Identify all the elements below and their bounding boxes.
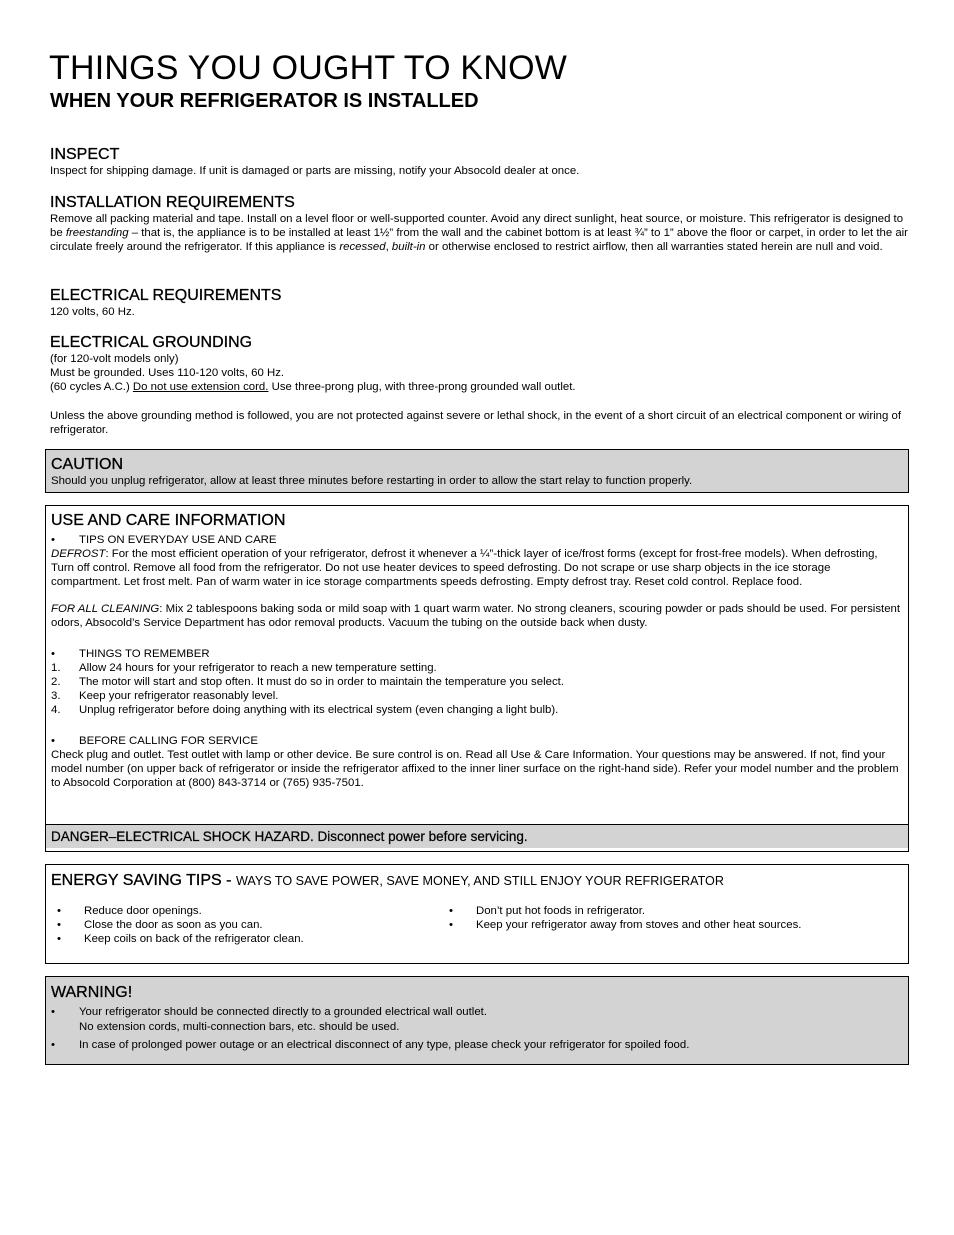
- inspect-text: Inspect for shipping damage. If unit is damaged or parts are missing, notify your Absocold dealer at once.: [50, 165, 580, 177]
- tips-heading: • TIPS ON EVERYDAY USE AND CARE: [51, 534, 277, 546]
- caution-heading: CAUTION: [51, 456, 123, 473]
- service-heading: • BEFORE CALLING FOR SERVICE: [51, 735, 258, 748]
- cleaning-text: FOR ALL CLEANING: Mix 2 tablespoons baking soda or mild soap with 1 quart warm water. No strong cleaners, scouring powder or pads should be used. For persistent odors, Absocold’s Service Department has odor removal products. Vacuum the tubing on the outside back when dusty.: [51, 602, 901, 629]
- installation-section: [50, 194, 908, 255]
- list-item: 4. Unplug refrigerator before doing anything with its electrical system (even changing a light bulb).: [51, 704, 559, 717]
- grounding-heading: ELECTRICAL GROUNDING: [50, 334, 253, 351]
- installation-heading: INSTALLATION REQUIREMENTS: [50, 194, 295, 211]
- electrical-section: [50, 287, 910, 319]
- grounding-line2: Must be grounded. Uses 110-120 volts, 60 Hz.: [50, 367, 285, 380]
- energy-subheading: WAYS TO SAVE POWER, SAVE MONEY, AND STILL ENJOY YOUR REFRIGERATOR: [235, 874, 724, 888]
- remember-list: [51, 661, 903, 717]
- service-text: Check plug and outlet. Test outlet with lamp or other device. Be sure control is on. Read all Use & Care Information. Your questions may be answered. If not, find your model number (on upper back of refrigerator or inside the refrigerator affixed to the inner liner surface on the right-hand side). Refer your model number and the problem to Absocold Corporation at (800) 843-3714 or (765) 935-7501.: [51, 749, 899, 790]
- list-item: • Don’t put hot foods in refrigerator.: [449, 905, 646, 917]
- caution-box: [45, 449, 909, 493]
- energy-box: [45, 864, 909, 964]
- energy-tips-right: [443, 904, 883, 946]
- list-item: • Your refrigerator should be connected directly to a grounded electrical wall outlet. No extension cords, multi-connection bars, etc. should be used.: [51, 1006, 487, 1033]
- danger-banner: DANGER–ELECTRICAL SHOCK HAZARD. Disconnect power before servicing.: [46, 824, 908, 848]
- grounding-paragraph: Unless the above grounding method is followed, you are not protected against severe or lethal shock, in the event of a short circuit of an electrical component or wiring of refrigerator.: [50, 409, 901, 436]
- list-item: • Keep your refrigerator away from stoves and other heat sources.: [449, 919, 802, 931]
- grounding-line1: (for 120-volt models only): [50, 353, 179, 365]
- use-care-box: [45, 505, 909, 852]
- list-item: • Close the door as soon as you can.: [57, 919, 263, 931]
- energy-tips: [51, 904, 903, 946]
- inspect-section: [50, 146, 910, 178]
- warning-heading: WARNING!: [51, 984, 133, 1001]
- caution-text: Should you unplug refrigerator, allow at least three minutes before restarting in order to allow the start relay to function properly.: [51, 475, 693, 487]
- list-item: 1. Allow 24 hours for your refrigerator to reach a new temperature setting.: [51, 662, 437, 675]
- inspect-heading: INSPECT: [50, 146, 120, 163]
- energy-tips-left: [51, 904, 443, 946]
- page-subtitle: WHEN YOUR REFRIGERATOR IS INSTALLED: [50, 90, 479, 112]
- grounding-line3: (60 cycles A.C.) Do not use extension cord. Use three-prong plug, with three-prong grounded wall outlet.: [50, 381, 576, 394]
- list-item: • Keep coils on back of the refrigerator clean.: [57, 933, 304, 945]
- list-item: 2. The motor will start and stop often. It must do so in order to maintain the temperature you select.: [51, 676, 564, 689]
- use-care-heading: USE AND CARE INFORMATION: [51, 512, 286, 529]
- installation-text: Remove all packing material and tape. Install on a level floor or well-supported counter. Avoid any direct sunlight, heat source, or moisture. This refrigerator is designed to be freestanding – that is, the appliance is to be installed at least 1½” from the wall and the cabinet bottom is at least ¾” to 1” above the floor or carpet, in order to let the air circulate freely around the refrigerator. If this appliance is recessed, built-in or otherwise enclosed to restrict airflow, then all warranties stated herein are null and void.: [50, 213, 908, 254]
- defrost-text: DEFROST: For the most efficient operation of your refrigerator, defrost it whenever a ¼”-thick layer of ice/frost forms (except for frost-free models). When defrosting, Turn off control. Remove all food from the refrigerator. Do not use heater devices to speed defrosting. Do not scrape or use sharp objects in the ice storage compartment. Let frost melt. Pan of warm water in ice storage compartments speeds defrosting. Empty defrost tray. Reset cold control. Replace food.: [51, 548, 878, 589]
- list-item: 3. Keep your refrigerator reasonably level.: [51, 690, 279, 703]
- remember-heading: • THINGS TO REMEMBER: [51, 648, 210, 661]
- list-item: • In case of prolonged power outage or an electrical disconnect of any type, please check your refrigerator for spoiled food.: [51, 1039, 690, 1051]
- energy-heading-row: [51, 872, 903, 890]
- energy-heading: ENERGY SAVING TIPS -: [51, 872, 236, 889]
- electrical-text: 120 volts, 60 Hz.: [50, 306, 135, 318]
- page-title: THINGS YOU OUGHT TO KNOW: [49, 49, 568, 87]
- warning-box: [45, 976, 909, 1065]
- electrical-heading: ELECTRICAL REQUIREMENTS: [50, 287, 282, 304]
- grounding-section: [50, 334, 910, 437]
- list-item: • Reduce door openings.: [57, 905, 202, 917]
